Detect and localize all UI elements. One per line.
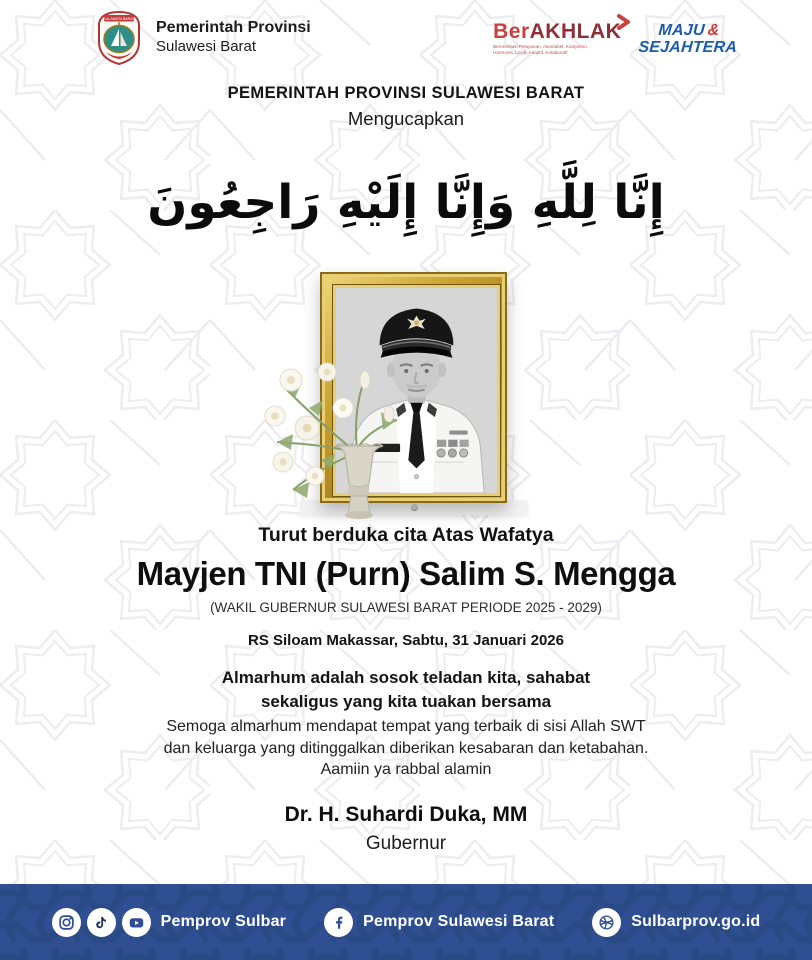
- motto-ampersand: &: [707, 22, 721, 39]
- seal-banner-text: SULAWESI BARAT: [103, 17, 135, 21]
- social-icons: [52, 908, 151, 937]
- facebook-name-label: Pemprov Sulawesi Barat: [363, 913, 555, 930]
- social-handle-label: Pemprov Sulbar: [160, 913, 287, 930]
- motto-word2: SEJAHTERA: [638, 39, 738, 56]
- tiktok-icon: [87, 908, 116, 937]
- announcement-org-title: PEMERINTAH PROVINSI SULAWESI BARAT: [227, 84, 585, 102]
- prayer-line1: Semoga almarhum mendapat tempat yang terbaik di sisi Allah SWT: [166, 718, 646, 735]
- header-left: [92, 8, 311, 66]
- place-date: RS Siloam Makassar, Sabtu, 31 Januari 2026: [248, 632, 564, 649]
- announcement-intro: Mengucapkan: [347, 108, 465, 129]
- berakhlak-tagline: [493, 44, 621, 56]
- arabic-calligraphy: إِنَّا لِلَّهِ وَإِنَّا إِلَيْهِ رَاجِعُونَ: [147, 174, 665, 230]
- youtube-icon: [122, 908, 151, 937]
- prayer-line3: Aamiin ya rabbal alamin: [320, 761, 492, 778]
- berakhlak-arrow-icon: [613, 14, 633, 30]
- flower-arrangement: [257, 350, 413, 522]
- org-name-line1: Pemerintah Provinsi: [156, 19, 311, 36]
- org-name: [156, 18, 311, 56]
- instagram-icon: [52, 908, 81, 937]
- tribute-line1: Almarhum adalah sosok teladan kita, sahabat: [221, 668, 591, 687]
- deceased-role: (WAKIL GUBERNUR SULAWESI BARAT PERIODE 2025 - 2029): [210, 600, 602, 615]
- deceased-name: Mayjen TNI (Purn) Salim S. Mengga: [136, 555, 676, 592]
- signatory-name: Dr. H. Suhardi Duka, MM: [284, 803, 528, 826]
- social-group-facebook: [324, 908, 554, 937]
- org-name-line2: Sulawesi Barat: [156, 38, 257, 55]
- berakhlak-tagline-line1: Berorientasi Pelayanan, Akuntabel, Kompeten,: [493, 44, 589, 49]
- tribute-line2: sekaligus yang kita tuakan bersama: [260, 691, 552, 711]
- berakhlak-rest: AKHLAK: [529, 20, 622, 43]
- header-right: [493, 14, 738, 56]
- berakhlak-tagline-line2: Harmonis, Loyal, Adaptif, Kolaboratif: [493, 50, 568, 55]
- globe-icon: [592, 908, 621, 937]
- motto-word1: MAJU: [658, 22, 706, 39]
- footer-content: [0, 884, 812, 960]
- condolence-heading: Turut berduka cita Atas Wafatya: [258, 524, 554, 546]
- tribute-text: [0, 666, 812, 713]
- social-group-general: [52, 908, 287, 937]
- website-group: [592, 908, 760, 937]
- footer-bar: [0, 884, 812, 960]
- berakhlak-wordmark: [493, 22, 621, 42]
- berakhlak-logo: [493, 14, 621, 56]
- prayer-line2: dan keluarga yang ditinggalkan diberikan kesabaran dan ketabahan.: [163, 739, 649, 757]
- provincial-seal-logo: [92, 8, 146, 66]
- facebook-icon: [324, 908, 353, 937]
- prayer-text: [0, 716, 812, 781]
- signatory-title: Gubernur: [365, 833, 447, 854]
- berakhlak-prefix: Ber: [493, 20, 530, 43]
- motto-line1: [639, 22, 739, 39]
- motto-logo: [638, 22, 739, 56]
- website-label: Sulbarprov.go.id: [631, 913, 761, 930]
